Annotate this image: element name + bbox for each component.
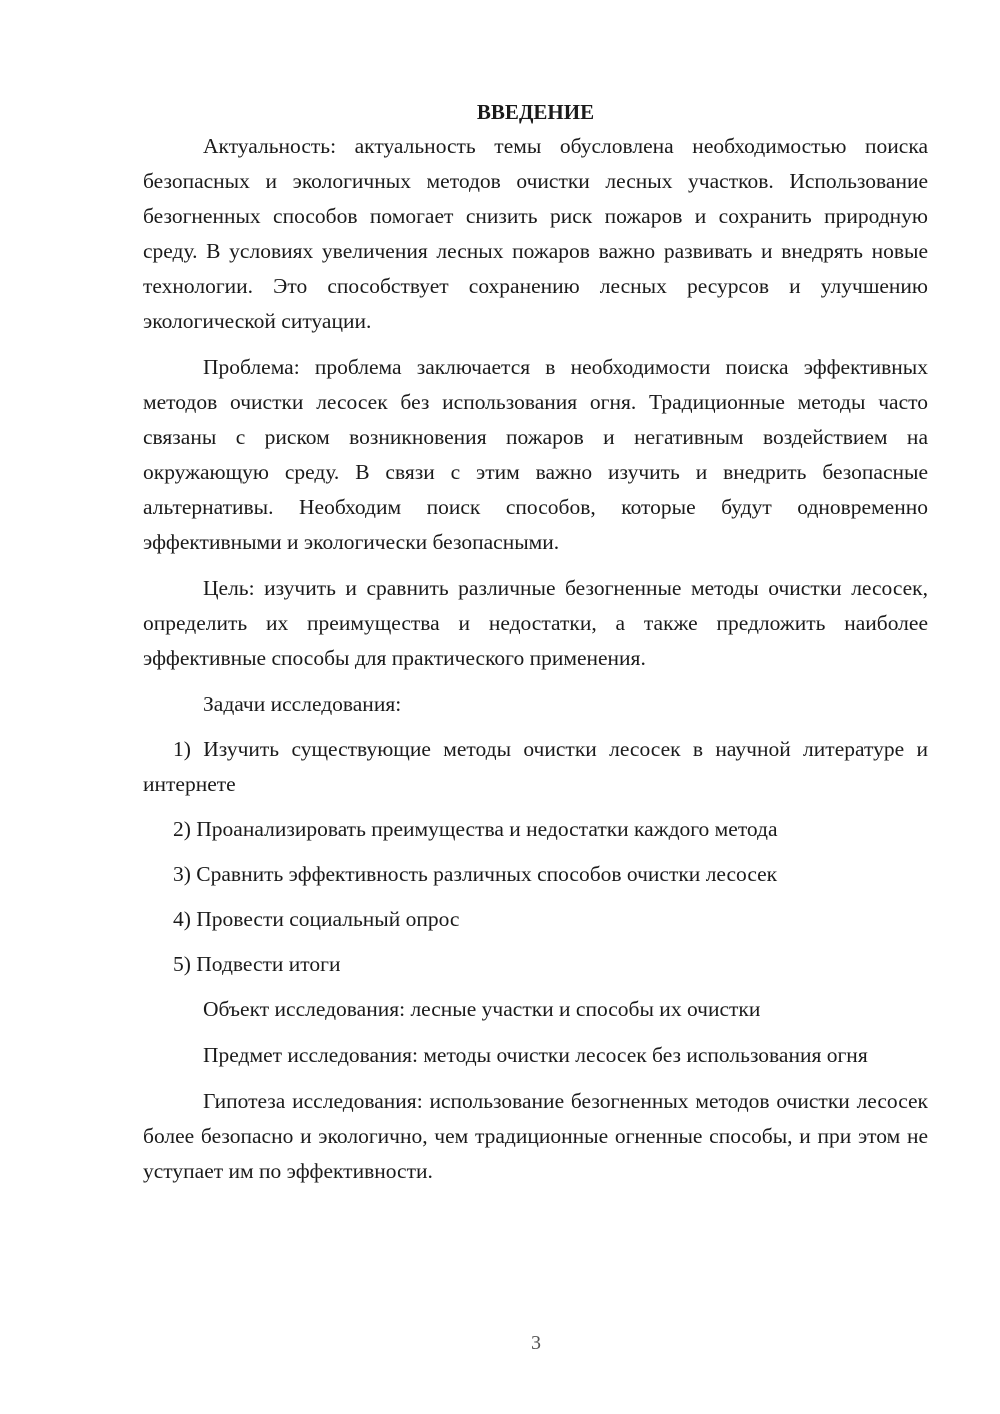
document-title: ВВЕДЕНИЕ: [476, 100, 595, 124]
paragraph-subject: Предмет исследования: методы очистки лесосек без использования огня: [203, 1043, 868, 1067]
paragraph-hypothesis: Гипотеза исследования: использование безогненных методов очистки лесосек более безопасно и экологично, чем традиционные огненные способы, и при этом не уступает им по эффективности.: [143, 1089, 928, 1183]
tasks-heading: Задачи исследования:: [203, 692, 402, 716]
task-item-3: 3) Сравнить эффективность различных способов очистки лесосек: [173, 862, 778, 886]
paragraph-relevance: Актуальность: актуальность темы обусловлена необходимостью поиска безопасных и экологичных методов очистки лесных участков. Использование безогненных способов помогает снизить риск пожаров и сохранить природную среду. В условиях увеличения лесных пожаров важно развивать и внедрять новые технологии. Это способствует сохранению лесных ресурсов и улучшению экологической ситуации.: [143, 134, 928, 333]
paragraph-goal: Цель: изучить и сравнить различные безогненные методы очистки лесосек, определить их преимущества и недостатки, а также предложить наиболее эффективные способы для практического применения.: [143, 576, 928, 670]
tasks-list: [143, 732, 928, 982]
document-page: [143, 95, 928, 1189]
task-item-2: 2) Проанализировать преимущества и недостатки каждого метода: [173, 817, 778, 841]
paragraph-object: Объект исследования: лесные участки и способы их очистки: [203, 997, 761, 1021]
task-item-4: 4) Провести социальный опрос: [173, 907, 460, 931]
task-item-1: 1) Изучить существующие методы очистки лесосек в научной литературе и интернете: [143, 737, 928, 796]
task-item-5: 5) Подвести итоги: [173, 952, 341, 976]
page-number: 3: [531, 1332, 541, 1354]
paragraph-problem: Проблема: проблема заключается в необходимости поиска эффективных методов очистки лесосек без использования огня. Традиционные методы часто связаны с риском возникновения пожаров и негативным воздействием на окружающую среду. В связи с этим важно изучить и внедрить безопасные альтернативы. Необходим поиск способов, которые будут одновременно эффективными и экологически безопасными.: [143, 355, 928, 554]
